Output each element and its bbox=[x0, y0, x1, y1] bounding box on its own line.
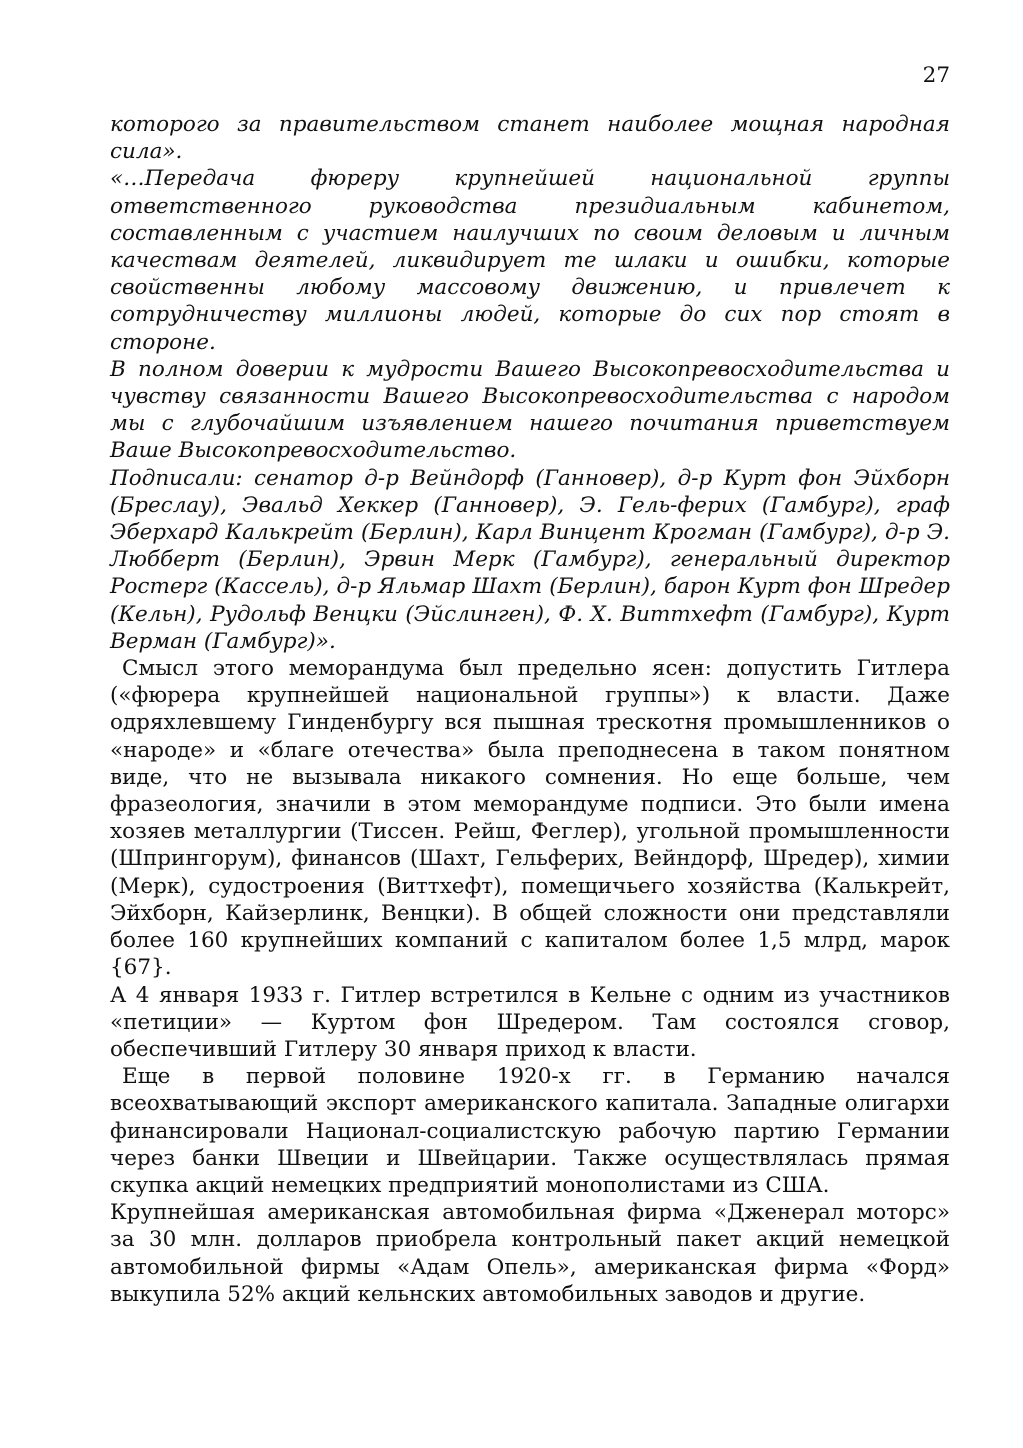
page-number: 27 bbox=[922, 63, 950, 88]
body-paragraph-automobile-firms: Крупнейшая американская автомобильная фирма «Дженерал моторс» за 30 млн. долларов приобрела контрольный пакет акций немецкой автомобильной фирмы «Адам Опель», американская фирма «Форд» выкупила 52% акций кельнских автомобильных заводов и другие. bbox=[110, 1200, 950, 1307]
document-page bbox=[110, 62, 950, 1308]
body-paragraph-capital-export: Еще в первой половине 1920-х гг. в Германию начался всеохватывающий экспорт американского капитала. Западные олигархи финансировали Национал-социалистскую рабочую партию Германии через банки Швеции и Швейцарии. Также осуществлялась прямая скупка акций немецких предприятий монополистами из США. bbox=[110, 1064, 950, 1198]
body-paragraph-meeting: А 4 января 1933 г. Гитлер встретился в Кельне с одним из участников «петиции» — Куртом фон Шредером. Там состоялся сговор, обеспечивший Гитлеру 30 января приход к власти. bbox=[110, 982, 950, 1062]
body-paragraph-memorandum-meaning: Смысл этого меморандума был предельно ясен: допустить Гитлера («фюрера крупнейшей национальной группы») к власти. Даже одряхлевшему Гинденбургу вся пышная трескотня промышленников о «народе» и «благе отечества» была преподнесена в таком понятном виде, что не вызывала никакого сомнения. Но еще больше, чем фразеология, значили в этом меморандуме подписи. Это были имена хозяев металлургии (Тиссен. Рейш, Феглер), угольной промышленности (Шпрингорум), финансов (Шахт, Гельферих, Вейндорф, Шредер), химии (Мерк), судостроения (Виттхефт), помещичьего хозяйства (Калькрейт, Эйхборн, Кайзерлинк, Венцки). В общей сложности они представляли более 160 крупнейших компаний с капиталом более 1,5 млрд, марок {67}. bbox=[110, 656, 950, 981]
quote-paragraph-continuation: которого за правительством станет наиболее мощная народная сила». bbox=[110, 112, 950, 165]
quote-paragraph-greeting: В полном доверии к мудрости Вашего Высокопревосходительства и чувству связанности Вашего Высокопревосходительства с народом мы с глубочайшим изъявлением нашего почитания приветствуем Ваше Высокопревосходительство. bbox=[110, 356, 950, 464]
quote-paragraph-transfer: «…Передача фюреру крупнейшей национальной группы ответственного руководства президиальным кабинетом, составленным с участием наилучших по своим деловым и личным качествам деятелей, ликвидирует те шлаки и ошибки, которые свойственны любому массовому движению, и привлечет к сотрудничеству миллионы людей, которые до сих пор стоят в стороне. bbox=[110, 166, 950, 355]
quote-paragraph-signatories: Подписали: сенатор д-р Вейндорф (Ганновер), д-р Курт фон Эйхборн (Бреслау), Эвальд Хеккер (Ганновер), Э. Гель-ферих (Гамбург), граф Эберхард Калькрейт (Берлин), Карл Винцент Крогман (Гамбург), д-р Э. Любберт (Берлин), Эрвин Мерк (Гамбург), генеральный директор Ростерг (Кассель), д-р Яльмар Шахт (Берлин), барон Курт фон Шредер (Кельн), Рудольф Венцки (Эйслинген), Ф. Х. Виттхефт (Гамбург), Курт Верман (Гамбург)». bbox=[110, 465, 950, 654]
